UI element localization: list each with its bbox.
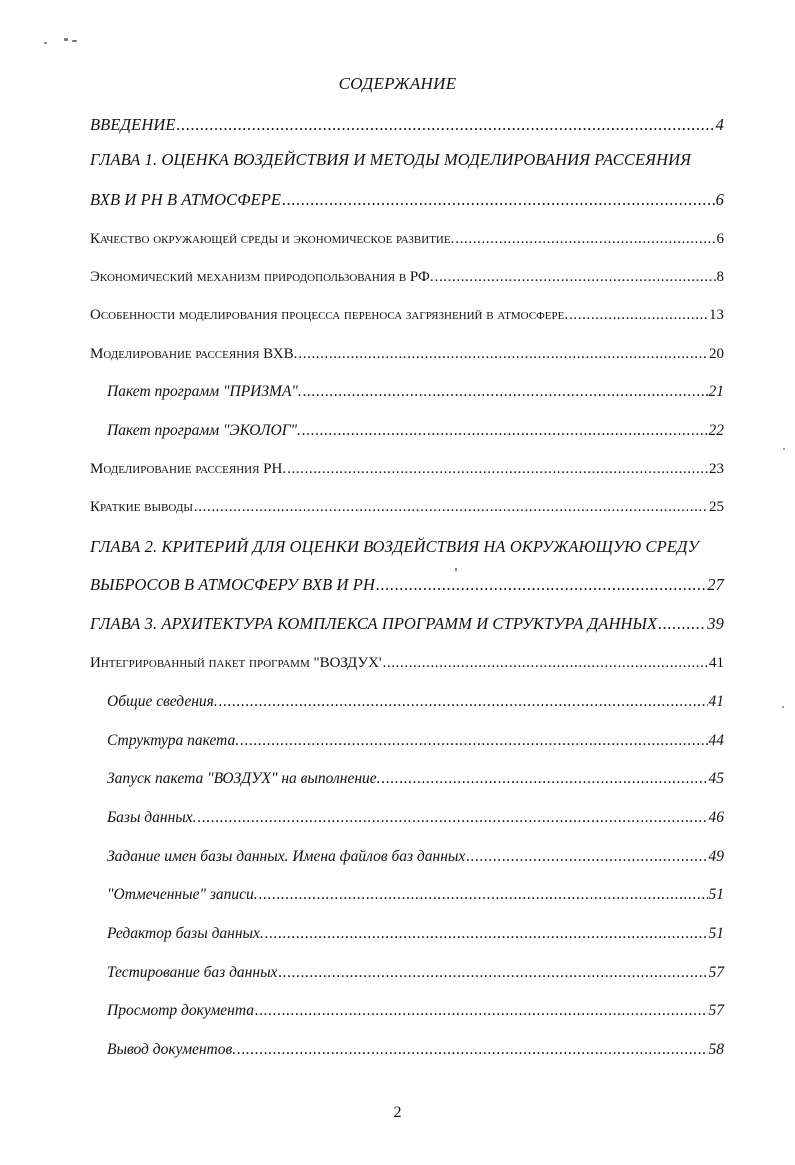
- toc-page-number: 51: [708, 886, 724, 903]
- scan-speck: [72, 40, 77, 42]
- scan-speck: [782, 706, 784, 708]
- toc-entry-label: Задание имен базы данных. Имена файлов баз данных: [107, 848, 466, 865]
- dot-leader: [298, 344, 708, 364]
- toc-page-number: 46: [708, 809, 724, 826]
- toc-entry-label: Тестирование баз данных: [107, 964, 278, 981]
- toc-entry-chapter-1[interactable]: [90, 190, 724, 210]
- toc-page-number: 23: [709, 461, 724, 477]
- toc-entry-label: Экономический механизм природопользования в РФ.: [90, 269, 434, 285]
- scan-speck: [64, 38, 68, 41]
- toc-page-number: 8: [716, 269, 724, 285]
- dot-leader: [255, 1001, 708, 1021]
- toc-page-number: 22: [708, 422, 724, 439]
- toc-entry-chapter-2[interactable]: [90, 575, 724, 595]
- toc-page-number: 58: [708, 1041, 724, 1058]
- toc-chapter-2-line-1[interactable]: ГЛАВА 2. КРИТЕРИЙ ДЛЯ ОЦЕНКИ ВОЗДЕЙСТВИЯ НА ОКРУЖАЮЩУЮ СРЕДУ: [90, 537, 699, 556]
- toc-page-number: 39: [707, 614, 724, 633]
- toc-page-number: 41: [709, 655, 724, 671]
- dot-leader: [265, 924, 708, 944]
- dot-leader: [240, 731, 707, 751]
- toc-entry-section[interactable]: [90, 344, 724, 364]
- scan-speck: [455, 568, 457, 571]
- toc-entry-subsection[interactable]: [107, 963, 724, 983]
- toc-entry-label: ГЛАВА 3. АРХИТЕКТУРА КОМПЛЕКСА ПРОГРАММ И СТРУКТУРА ДАННЫХ: [90, 614, 658, 633]
- toc-entry-label: ВХВ И РН В АТМОСФЕРЕ: [90, 190, 282, 209]
- dot-leader: [287, 459, 708, 479]
- toc-entry-label: "Отмеченные" записи.: [107, 886, 258, 903]
- toc-entry-section[interactable]: [90, 653, 724, 673]
- toc-entry-label: Краткие выводы: [90, 499, 193, 515]
- dot-leader: [219, 692, 708, 712]
- toc-entry-subsection[interactable]: [107, 769, 724, 789]
- toc-page-number: 41: [708, 693, 724, 710]
- toc-page-number: 45: [708, 770, 724, 787]
- dot-leader: [466, 847, 707, 867]
- toc-page-number: 6: [716, 231, 724, 247]
- toc-page-number: 51: [708, 925, 724, 942]
- dot-leader: [382, 769, 708, 789]
- dot-leader: [302, 421, 708, 441]
- toc-entry-subsection[interactable]: [107, 731, 724, 751]
- toc-entry-label: Качество окружающей среды и экономическое развитие.: [90, 231, 455, 247]
- toc-entry-label: Особенности моделирования процесса переноса загрязнений в атмосфере.: [90, 307, 569, 323]
- dot-leader: [194, 497, 708, 517]
- toc-entry-section[interactable]: [90, 229, 724, 249]
- scan-speck: [783, 448, 785, 450]
- toc-entry-label: Пакет программ "ЭКОЛОГ".: [107, 422, 301, 439]
- toc-entry-label: Моделирование рассеяния ВХВ.: [90, 346, 298, 362]
- dot-leader: [198, 808, 708, 828]
- toc-page-number: 25: [709, 499, 724, 515]
- toc-entry-subsection[interactable]: [107, 1040, 724, 1060]
- toc-entry-introduction[interactable]: [90, 115, 724, 135]
- toc-page-number: 6: [715, 190, 724, 209]
- toc-entry-label: ВВЕДЕНИЕ: [90, 115, 176, 134]
- toc-entry-label: Запуск пакета "ВОЗДУХ" на выполнение.: [107, 770, 381, 787]
- toc-entry-section[interactable]: [90, 459, 724, 479]
- toc-entry-chapter-3[interactable]: [90, 614, 724, 634]
- toc-entry-subsection[interactable]: [107, 924, 724, 944]
- toc-page-number: 21: [708, 383, 724, 400]
- dot-leader: [383, 653, 708, 673]
- page-number: 2: [393, 1104, 402, 1121]
- toc-entry-label: Пакет программ "ПРИЗМА".: [107, 383, 302, 400]
- scan-speck: [44, 42, 47, 44]
- toc-entry-label: Интегрированный пакет программ "ВОЗДУХ': [90, 655, 382, 671]
- toc-page-number: 27: [707, 575, 724, 594]
- toc-entry-section[interactable]: [90, 497, 724, 517]
- toc-page-number: 57: [708, 1002, 724, 1019]
- dot-leader: [282, 190, 715, 210]
- dot-leader: [303, 382, 708, 402]
- toc-entry-label: Базы данных.: [107, 809, 197, 826]
- dot-leader: [259, 885, 708, 905]
- dot-leader: [455, 229, 715, 249]
- toc-page-number: 13: [709, 307, 724, 323]
- dot-leader: [278, 963, 707, 983]
- dot-leader: [237, 1040, 707, 1060]
- dot-leader: [177, 115, 715, 135]
- toc-page-number: 44: [708, 732, 724, 749]
- toc-entry-label: Редактор базы данных.: [107, 925, 264, 942]
- toc-chapter-1-line-1[interactable]: ГЛАВА 1. ОЦЕНКА ВОЗДЕЙСТВИЯ И МЕТОДЫ МОДЕЛИРОВАНИЯ РАССЕЯНИЯ: [90, 150, 692, 169]
- toc-entry-label: ВЫБРОСОВ В АТМОСФЕРУ ВХВ И РН: [90, 575, 375, 594]
- toc-entry-label: Просмотр документа: [107, 1002, 254, 1019]
- toc-entry-label: Структура пакета.: [107, 732, 240, 749]
- toc-entry-subsection[interactable]: [107, 885, 724, 905]
- toc-entry-section[interactable]: [90, 305, 724, 325]
- toc-page-number: 20: [709, 346, 724, 362]
- dot-leader: [569, 305, 708, 325]
- page-title: СОДЕРЖАНИЕ: [338, 74, 457, 93]
- toc-entry-subsection[interactable]: [107, 1001, 724, 1021]
- dot-leader: [435, 267, 716, 287]
- toc-entry-subsection[interactable]: [107, 421, 724, 441]
- toc-page-number: 4: [715, 115, 724, 134]
- toc-entry-label: Вывод документов.: [107, 1041, 237, 1058]
- toc-entry-label: Моделирование рассеяния РН.: [90, 461, 287, 477]
- toc-entry-subsection[interactable]: [107, 692, 724, 712]
- toc-entry-subsection[interactable]: [107, 808, 724, 828]
- dot-leader: [376, 575, 706, 595]
- toc-entry-subsection[interactable]: [107, 847, 724, 867]
- toc-entry-section[interactable]: [90, 267, 724, 287]
- toc-entry-subsection[interactable]: [107, 382, 724, 402]
- toc-page-number: 49: [708, 848, 724, 865]
- dot-leader: [658, 614, 706, 634]
- toc-entry-label: Общие сведения.: [107, 693, 218, 710]
- toc-page-number: 57: [708, 964, 724, 981]
